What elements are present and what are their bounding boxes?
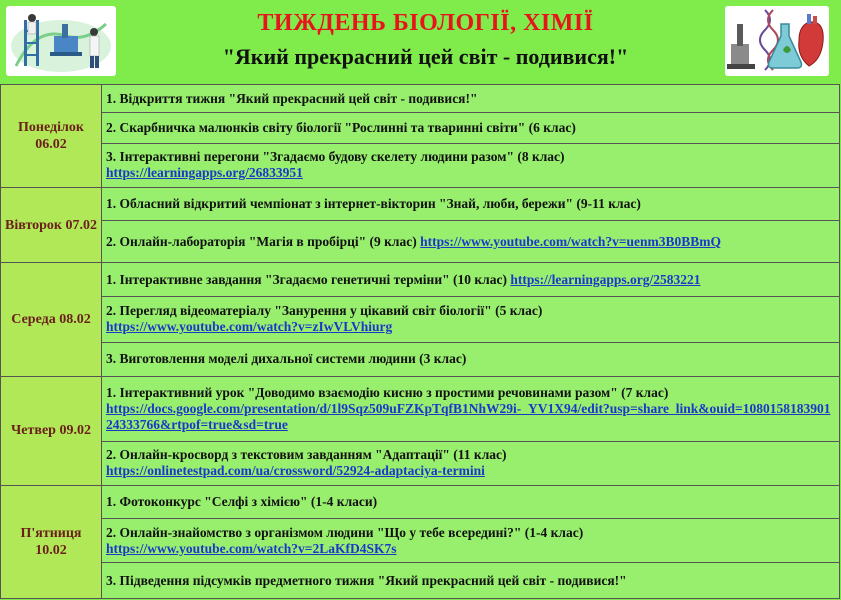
event-cell <box>102 296 840 342</box>
page-subtitle: "Який прекрасний цей світ - подивися!" <box>222 44 629 69</box>
event-link[interactable]: https://docs.google.com/presentation/d/1l9Sqz509uFZKpTqfB1NhW29i-_YV1X94/edit?usp=share_link&ouid=108015818390124333766&rtpof=true&sd=true <box>106 400 831 432</box>
event-cell <box>102 519 840 563</box>
schedule-row <box>1 221 840 263</box>
schedule-row <box>1 485 840 519</box>
event-text: 2. Скарбничка малюнків світу біології "Рослинні та тваринні світи" (6 клас) <box>106 120 576 136</box>
page-title: ТИЖДЕНЬ БІОЛОГІЇ, ХІМІЇ <box>257 10 594 36</box>
event-link[interactable]: https://onlinetestpad.com/ua/crossword/52924-adaptaciya-termini <box>106 463 485 479</box>
scientists-illustration <box>6 6 116 76</box>
event-cell <box>102 113 840 143</box>
event-text: 2. Онлайн-знайомство з організмом людини "Що у тебе всередині?" (1-4 клас) <box>106 524 584 540</box>
event-text: 1. Інтерактивне завдання "Згадаємо генетичні терміни" (10 клас) <box>106 271 507 287</box>
event-cell <box>102 376 840 441</box>
schedule-row <box>1 187 840 221</box>
day-cell: Понеділок 06.02 <box>1 85 102 188</box>
event-cell <box>102 221 840 263</box>
event-text: 2. Перегляд відеоматеріалу "Занурення у цікавий світ біології" (5 клас) <box>106 303 543 319</box>
event-link[interactable]: https://www.youtube.com/watch?v=uenm3B0BBmQ <box>420 233 722 249</box>
schedule-row <box>1 563 840 599</box>
day-cell: Четвер 09.02 <box>1 376 102 485</box>
day-cell: Вівторок 07.02 <box>1 187 102 263</box>
event-text: 3. Інтерактивні перегони "Згадаємо будову скелету людини разом" (8 клас) <box>106 149 565 165</box>
event-text: 1. Відкриття тижня "Який прекрасний цей світ - подивися!" <box>106 90 478 106</box>
biology-chemistry-illustration <box>725 6 829 76</box>
schedule-row <box>1 263 840 297</box>
schedule-row <box>1 441 840 485</box>
event-text: 3. Підведення підсумків предметного тижня "Який прекрасний цей світ - подивися!" <box>106 572 627 588</box>
schedule-row <box>1 342 840 376</box>
event-cell <box>102 485 840 519</box>
event-cell <box>102 263 840 297</box>
event-text: 2. Онлайн-лабораторія "Магія в пробірці" (9 клас) <box>106 233 417 249</box>
schedule-row <box>1 296 840 342</box>
day-cell: Середа 08.02 <box>1 263 102 376</box>
event-text: 1. Інтерактивний урок "Доводимо взаємодію кисню з простими речовинами разом" (7 клас) <box>106 384 669 400</box>
event-link[interactable]: https://learningapps.org/2583221 <box>510 271 701 287</box>
event-text: 3. Виготовлення моделі дихальної системи людини (3 клас) <box>106 351 467 367</box>
day-cell: П'ятниця 10.02 <box>1 485 102 598</box>
schedule-row <box>1 143 840 187</box>
event-text: 1. Обласний відкритий чемпіонат з інтернет-вікторин "Знай, люби, бережи" (9-11 клас) <box>106 196 641 212</box>
header <box>0 0 841 84</box>
schedule-row <box>1 519 840 563</box>
event-text: 1. Фотоконкурс "Селфі з хімією" (1-4 класи) <box>106 493 378 509</box>
event-cell <box>102 143 840 187</box>
event-cell <box>102 85 840 113</box>
schedule-row <box>1 113 840 143</box>
event-cell <box>102 187 840 221</box>
event-text: 2. Онлайн-кросворд з текстовим завданням "Адаптації" (11 клас) <box>106 447 507 463</box>
schedule-row <box>1 376 840 441</box>
schedule-row <box>1 85 840 113</box>
schedule-table <box>0 84 840 599</box>
event-link[interactable]: https://learningapps.org/26833951 <box>106 165 303 181</box>
event-cell <box>102 342 840 376</box>
event-cell <box>102 563 840 599</box>
event-cell <box>102 441 840 485</box>
event-link[interactable]: https://www.youtube.com/watch?v=zIwVLVhiurg <box>106 319 393 335</box>
event-link[interactable]: https://www.youtube.com/watch?v=2LaKfD4SK7s <box>106 540 397 556</box>
